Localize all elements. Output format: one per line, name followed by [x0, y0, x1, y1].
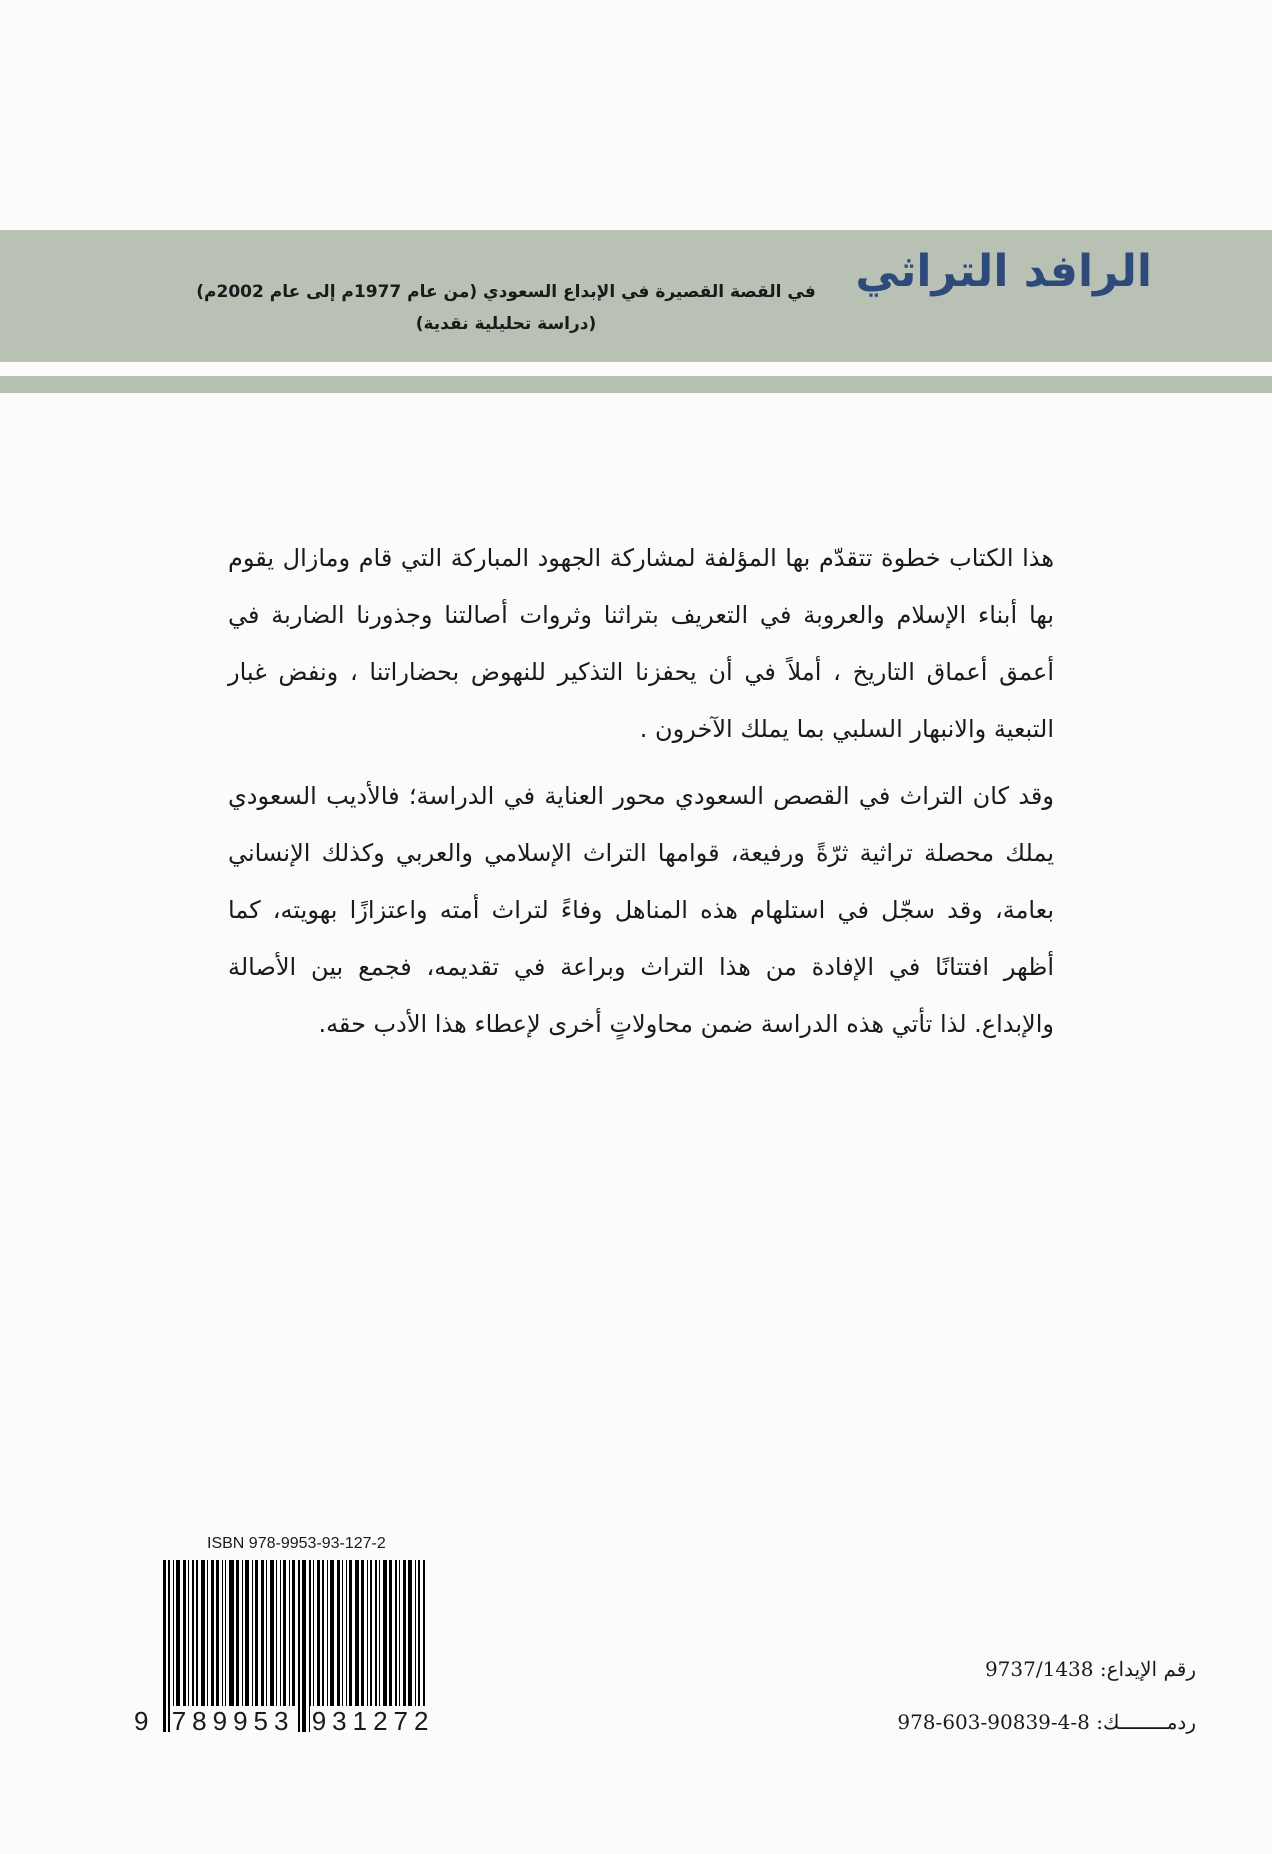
barcode-digits — [132, 1706, 436, 1737]
blurb-paragraph-2: وقد كان التراث في القصص السعودي محور العناية في الدراسة؛ فالأديب السعودي يملك محصلة تراثية ثرّةً ورفيعة، قوامها التراث الإسلامي والعربي وكذلك الإنساني بعامة، وقد سجّل في استلهام هذه المناهل وفاءً لتراث أمته واعتزازًا بهويته، كما أظهر افتتانًا في الإفادة من هذا التراث وبراعة في تقديمه، فجمع بين الأصالة والإبداع. لذا تأتي هذه الدراسة ضمن محاولاتٍ أخرى لإعطاء هذا الأدب حقه. — [228, 782, 1054, 1038]
book-subtitle — [196, 276, 816, 340]
barcode-digit-first: 9 — [134, 1706, 155, 1736]
barcode-digits-group-1: 789953 — [171, 1706, 295, 1736]
isbn-label: ISBN 978-9953-93-127-2 — [207, 1535, 386, 1552]
book-title: الرافد التراثي — [855, 246, 1152, 297]
blurb-paragraph-1: هذا الكتاب خطوة تتقدّم بها المؤلفة لمشاركة الجهود المباركة التي قام ومازال يقوم بها أبناء الإسلام والعروبة في التعريف بتراثنا وثروات أصالتنا وجذورنا الضاربة في أعمق أعماق التاريخ ، أملاً في أن يحفزنا التذكير للنهوض بحضاراتنا ، ونفض غبار التبعية والانبهار السلبي بما يملك الآخرون . — [228, 544, 1054, 743]
subtitle-line-1: في القصة القصيرة في الإبداع السعودي (من عام 1977م إلى عام 2002م) — [196, 282, 816, 302]
deposit-number: رقم الإيداع: 9737/1438 — [984, 1657, 1196, 1681]
isbn-arabic: ردمــــــــك: 8-4-90839-603-978 — [897, 1710, 1196, 1734]
back-cover-blurb — [228, 530, 1054, 1063]
subtitle-line-2: (دراسة تحليلية نقدية) — [415, 314, 597, 334]
decorative-stripe — [0, 376, 1272, 393]
barcode-digits-group-2: 931272 — [311, 1706, 435, 1736]
